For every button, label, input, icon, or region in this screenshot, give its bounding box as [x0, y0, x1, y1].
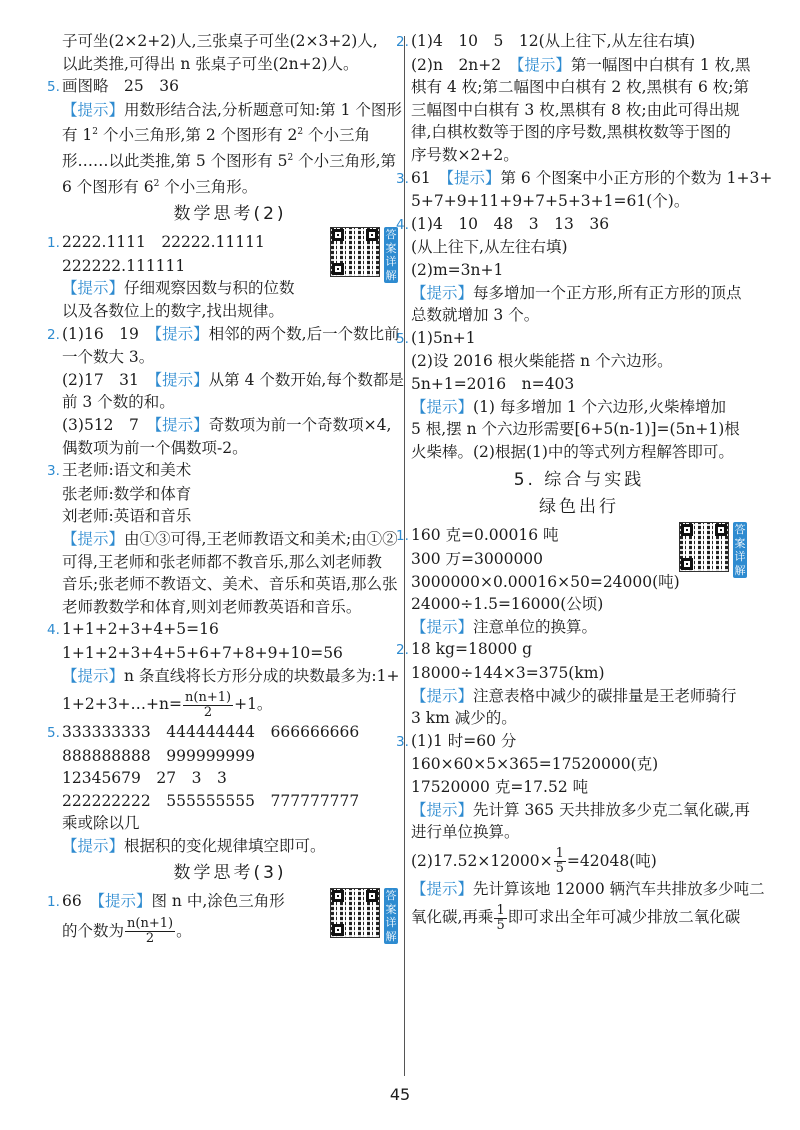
hint-label: 【提示】 [154, 370, 209, 389]
hint-label: 【提示】 [411, 617, 474, 636]
hint-line [411, 799, 750, 822]
exponent: 2 [287, 153, 294, 164]
hint-text: 注意表格中减少的碳排量是王老师骑行 [473, 686, 737, 705]
answer-text: 12345679 27 3 3 [62, 769, 227, 788]
hint-line: 偶数项为前一个偶数项-2。 [62, 438, 248, 457]
hint-line [62, 528, 398, 551]
hint-text: 。 [176, 921, 192, 940]
answer-text: 888888888 999999999 [62, 746, 256, 765]
answer-text: 王老师:语文和美术 [62, 461, 192, 480]
hint-text: 每多增加一个正方形,所有正方形的顶点 [473, 283, 742, 302]
right-column [396, 30, 773, 934]
hint-line: 三幅图中白棋有 3 枚,黑棋有 8 枚;由此可得出规 [411, 100, 740, 119]
answer-block-1b [47, 889, 398, 948]
item-number: 3. [396, 170, 409, 187]
answer-block-g1 [396, 523, 747, 638]
answer-item-1 [396, 524, 747, 548]
item-number: 5. [47, 79, 60, 96]
item-number: 5. [47, 725, 60, 742]
hint-line: 3 km 减少的。 [411, 709, 517, 728]
answer-item-5 [47, 75, 398, 99]
answer-text: (2)m=3n+1 [411, 260, 504, 279]
item-number: 3. [47, 463, 60, 480]
answer-text: 乘或除以几 [62, 814, 140, 833]
hint-text: 有 1 [62, 126, 93, 145]
hint-text: 即可求出全年可减少排放二氧化碳 [507, 908, 741, 927]
answer-item-3 [47, 459, 398, 483]
hint-text: 先计算 365 天共排放多少克二氧化碳,再 [473, 800, 750, 819]
fraction-denominator: 5 [496, 917, 505, 933]
answer-text: 张老师:数学和体育 [62, 484, 192, 503]
hint-line: 以及各数位上的数字,找出规律。 [62, 302, 284, 320]
hint-text: n 条直线将长方形分成的块数最多为:1+ [124, 666, 400, 685]
answer-item-1 [47, 890, 398, 914]
hint-line [62, 277, 398, 300]
fraction [494, 904, 506, 933]
answer-text: (2)17 31 [62, 370, 155, 389]
hint-text: 由①③可得,王老师教语文和美术;由①② [124, 529, 398, 548]
answer-item-3 [396, 730, 747, 754]
answer-item-4 [47, 618, 398, 642]
answer-text: (3)512 7 [62, 415, 155, 434]
answer-text: 画图略 25 36 [62, 77, 179, 96]
hint-text: 形……以此类推,第 5 个图形有 5 [62, 152, 288, 171]
answer-text: 300 万=3000000 [411, 550, 544, 569]
hint-text: 仔细观察因数与积的位数 [124, 279, 295, 298]
qr-label: 答案详解 [385, 889, 397, 943]
hint-line: 进行单位换算。 [411, 823, 520, 842]
answer-item-3 [396, 167, 773, 191]
answer-line [62, 414, 398, 437]
answer-block-1 [47, 228, 398, 322]
answer-text: (1)16 19 [62, 324, 155, 343]
answer-text: 5n+1=2016 n=403 [411, 374, 575, 393]
answer-text: 66 [62, 892, 98, 911]
answer-text: (2)设 2016 根火柴能搭 n 个六边形。 [411, 352, 673, 371]
hint-label: 【提示】 [411, 879, 474, 898]
answer-text: (1)5n+1 [411, 328, 476, 347]
hint-line [411, 282, 747, 305]
hint-line: 律,白棋枚数等于图的序号数,黑棋枚数等于图的 [411, 123, 731, 142]
hint-line [62, 99, 402, 122]
item-number: 5. [396, 330, 409, 347]
hint-label: 【提示】 [62, 837, 125, 856]
hint-label: 【提示】 [446, 168, 501, 187]
answer-text: 刘老师:英语和音乐 [62, 507, 192, 526]
section-heading: 绿色出行 [539, 496, 619, 517]
hint-text: 用数形结合法,分析题意可知:第 1 个图形 [124, 100, 402, 119]
hint-text: 根据积的变化规律填空即可。 [124, 837, 326, 856]
hint-text: 从第 4 个数开始,每个数都是 [208, 370, 404, 389]
answer-item-2 [396, 30, 747, 54]
item-number: 4. [47, 622, 60, 639]
qr-label: 答案详解 [734, 523, 746, 577]
hint-text: 个小三角形,第 2 个图形有 2 [98, 126, 298, 145]
answer-text: (从上往下,从左往右填) [411, 238, 568, 257]
answer-text: (2)n 2n+2 [411, 55, 517, 74]
text-line: 子可坐(2×2+2)人,三张桌子可坐(2×3+2)人, [62, 32, 378, 50]
fraction-denominator: 2 [145, 931, 155, 947]
answer-text: 24000÷1.5=16000(公顷) [411, 595, 604, 614]
hint-line: 5 根,摆 n 个六边形需要[6+5(n-1)]=(5n+1)根 [411, 420, 740, 439]
answer-text: 2222.1111 22222.11111 [62, 233, 265, 252]
hint-line: 总数就增加 3 个。 [411, 306, 540, 325]
hint-line [62, 121, 398, 147]
hint-line: 老师教数学和体育,则刘老师教英语和音乐。 [62, 597, 362, 616]
answer-item-2 [396, 638, 747, 662]
answer-text: 333333333 444444444 666666666 [62, 723, 360, 742]
answer-item-2 [47, 323, 400, 347]
section-heading: 数学思考(3) [173, 862, 287, 883]
answer-item-1 [47, 231, 398, 255]
fraction-numerator: 1 [496, 902, 505, 918]
hint-label: 【提示】 [62, 666, 125, 685]
hint-line: 音乐;张老师不教语文、美术、音乐和英语,那么张 [62, 575, 398, 594]
chapter-heading: 5. 综合与实践 [513, 470, 645, 491]
column-divider [404, 36, 405, 1076]
hint-text: 1+2+3+…+n= [62, 695, 183, 714]
hint-line: 前 3 个数的和。 [62, 393, 175, 412]
exponent: 2 [92, 127, 99, 138]
hint-text: +1。 [234, 695, 273, 714]
hint-label: 【提示】 [62, 279, 125, 298]
section-heading: 数学思考(2) [173, 203, 287, 224]
item-number: 4. [396, 216, 409, 233]
hint-text: 奇数项为前一个奇数项×4, [208, 415, 392, 434]
answer-text: 61 [411, 168, 447, 187]
hint-label: 【提示】 [411, 800, 474, 819]
answer-text: 1+1+2+3+4+5=16 [62, 620, 219, 639]
answer-text: =42048(吨) [566, 851, 657, 870]
answer-text: 222222222 555555555 777777777 [62, 791, 360, 810]
hint-line [411, 616, 747, 639]
hint-line [411, 685, 747, 708]
hint-text: 第 6 个图案中小正方形的个数为 1+3+ [500, 168, 773, 187]
fraction [125, 917, 175, 946]
answer-text: (1)1 时=60 分 [411, 731, 517, 750]
hint-text: 第一幅图中白棋有 1 枚,黑 [570, 55, 751, 74]
hint-label: 【提示】 [411, 686, 474, 705]
hint-line [411, 878, 765, 901]
hint-line [62, 147, 398, 173]
page-number: 45 [389, 1085, 411, 1104]
item-number: 3. [396, 733, 409, 750]
fraction-numerator: n(n+1) [185, 689, 232, 705]
fraction [554, 847, 566, 876]
hint-line [62, 687, 398, 721]
exponent: 2 [153, 178, 160, 189]
fraction [183, 691, 233, 720]
hint-text: (1) 每多增加 1 个六边形,火柴棒增加 [473, 397, 727, 416]
fraction-denominator: 2 [203, 704, 213, 720]
hint-text: 的个数为 [62, 921, 125, 940]
hint-text: 6 个图形有 6 [62, 178, 154, 197]
hint-line: 序号数×2+2。 [411, 145, 519, 164]
hint-text: 氧化碳,再乘 [411, 908, 494, 927]
hint-label: 【提示】 [154, 324, 209, 343]
hint-line [62, 665, 398, 688]
item-number: 1. [396, 528, 409, 545]
hint-label: 【提示】 [154, 415, 209, 434]
item-number: 2. [396, 34, 409, 50]
hint-text: 先计算该地 12000 辆汽车共排放多少吨二 [473, 879, 765, 898]
fraction-numerator: n(n+1) [127, 916, 174, 932]
hint-text: 个小三角形。 [159, 178, 258, 197]
answer-line [411, 54, 751, 77]
fraction-numerator: 1 [555, 846, 564, 862]
hint-line: 5+7+9+11+9+7+5+3+1=61(个)。 [411, 192, 690, 211]
answer-text: 3000000×0.00016×50=24000(吨) [411, 572, 680, 591]
hint-label: 【提示】 [97, 892, 152, 911]
answer-text: 222222.111111 [62, 256, 186, 275]
answer-item-5 [47, 721, 398, 745]
hint-line: 一个数大 3。 [62, 348, 155, 367]
answer-text: 160×60×5×365=17520000(克) [411, 755, 659, 774]
hint-line [62, 914, 398, 948]
exponent: 2 [297, 127, 304, 138]
hint-line [62, 173, 398, 199]
answer-item-4 [396, 213, 747, 237]
hint-line [411, 900, 747, 934]
hint-line: 棋有 4 枚;第二幅图中白棋有 2 枚,黑棋有 6 枚;第 [411, 78, 750, 97]
answer-text: 160 克=0.00016 吨 [411, 526, 559, 545]
item-number: 2. [396, 642, 409, 659]
answer-text: 17520000 克=17.52 吨 [411, 778, 589, 796]
text-line: 以此类推,可得出 n 张桌子可坐(2n+2)人。 [62, 54, 359, 73]
hint-label: 【提示】 [516, 55, 571, 74]
hint-text: 个小三角 [303, 126, 371, 145]
hint-text: 个小三角形,第 [293, 152, 397, 171]
item-number: 1. [47, 894, 60, 911]
answer-line [62, 369, 404, 392]
hint-line [62, 835, 398, 858]
answer-text: 1+1+2+3+4+5+6+7+8+9+10=56 [62, 643, 343, 662]
hint-line [411, 396, 747, 419]
left-column [47, 30, 404, 948]
item-number: 2. [47, 326, 60, 343]
hint-text: 相邻的两个数,后一个数比前 [208, 324, 400, 343]
hint-text: 图 n 中,涂色三角形 [151, 892, 285, 911]
answer-text: (2)17.52×12000× [411, 851, 553, 870]
hint-label: 【提示】 [411, 283, 474, 302]
hint-label: 【提示】 [62, 100, 125, 119]
answer-text: 18000÷144×3=375(km) [411, 664, 605, 683]
answer-text: (1)4 10 48 3 13 36 [411, 214, 610, 233]
answer-text: 18 kg=18000 g [411, 640, 533, 659]
hint-label: 【提示】 [62, 529, 125, 548]
qr-label: 答案详解 [385, 228, 397, 282]
hint-text: 注意单位的换算。 [473, 617, 598, 636]
fraction-denominator: 5 [555, 861, 564, 877]
hint-line: 可得,王老师和张老师都不教音乐,那么刘老师教 [62, 552, 382, 571]
answer-item-5 [396, 327, 747, 351]
hint-line: 火柴棒。(2)根据(1)中的等式列方程解答即可。 [411, 442, 734, 461]
answer-line [411, 844, 747, 878]
hint-label: 【提示】 [411, 397, 474, 416]
answer-text: (1)4 10 5 12(从上往下,从左往右填) [411, 32, 696, 50]
item-number: 1. [47, 235, 60, 252]
